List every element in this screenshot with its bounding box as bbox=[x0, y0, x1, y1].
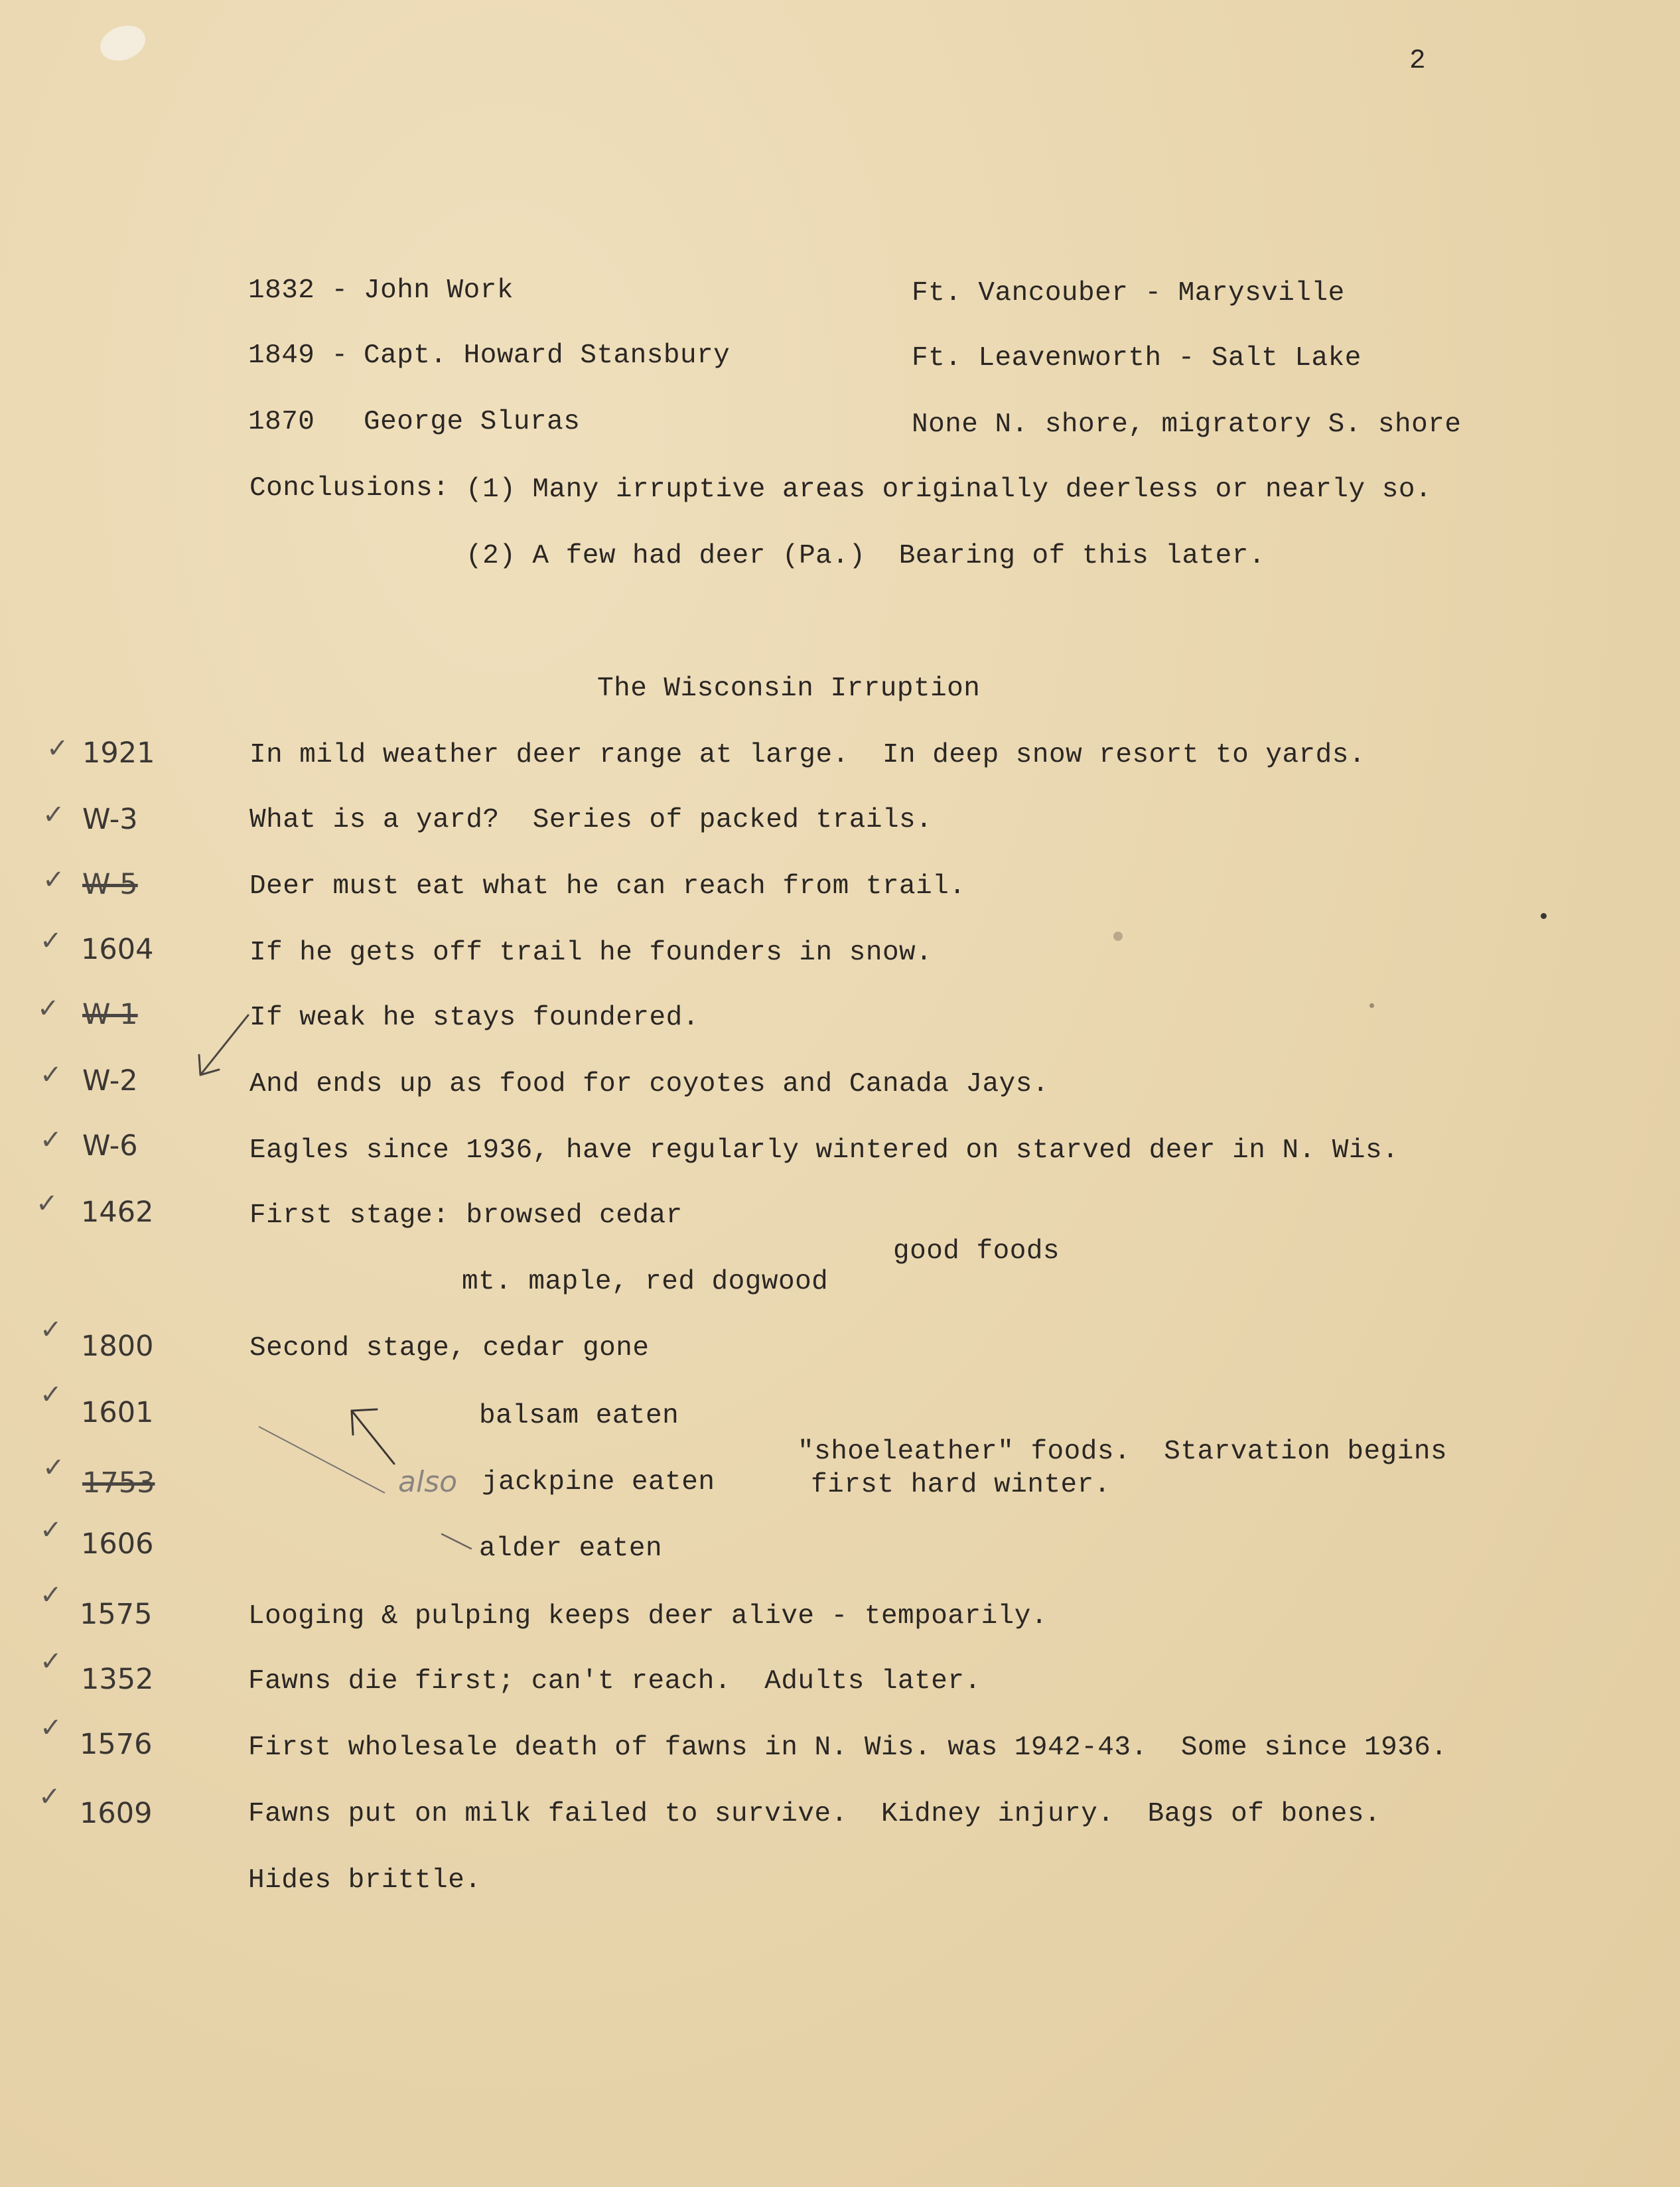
check-mark-icon: ✓ bbox=[40, 1379, 62, 1410]
margin-ref: 1604 bbox=[81, 933, 154, 966]
check-mark-icon: ✓ bbox=[46, 733, 69, 764]
check-mark-icon: ✓ bbox=[38, 1782, 61, 1812]
body-line: Fawns put on milk failed to survive. Kidney injury. Bags of bones. bbox=[248, 1799, 1381, 1829]
margin-ref: 1800 bbox=[81, 1330, 154, 1363]
check-mark-icon: ✓ bbox=[36, 1188, 58, 1219]
body-line: If he gets off trail he founders in snow. bbox=[249, 938, 933, 968]
margin-ref: 1601 bbox=[81, 1396, 154, 1429]
check-mark-icon: ✓ bbox=[42, 1452, 65, 1483]
section-title: The Wisconsin Irruption bbox=[597, 673, 981, 704]
check-mark-icon: ✓ bbox=[40, 1646, 62, 1677]
conclusion-2: (2) A few had deer (Pa.) Bearing of this later. bbox=[466, 541, 1265, 571]
check-mark-icon: ✓ bbox=[42, 865, 65, 895]
margin-ref: 1606 bbox=[81, 1527, 154, 1561]
margin-ref: 1609 bbox=[80, 1797, 153, 1830]
pencil-stroke-icon bbox=[252, 1420, 398, 1500]
body-line: Fawns die first; can't reach. Adults later. bbox=[248, 1666, 981, 1697]
check-mark-icon: ✓ bbox=[40, 926, 62, 956]
check-mark-icon: ✓ bbox=[42, 800, 65, 830]
explorer-route: Ft. Vancouber - Marysville bbox=[912, 278, 1345, 309]
margin-ref: W-2 bbox=[82, 1064, 138, 1097]
margin-ref: 1921 bbox=[82, 737, 155, 770]
explorer-name: John Work bbox=[364, 275, 514, 306]
margin-ref-struck: W-1 bbox=[82, 998, 138, 1031]
body-line: Eagles since 1936, have regularly wintered on starved deer in N. Wis. bbox=[249, 1135, 1399, 1166]
margin-ref: W-3 bbox=[82, 803, 138, 836]
pencil-arrow-icon bbox=[187, 1009, 267, 1088]
check-mark-icon: ✓ bbox=[40, 1713, 62, 1743]
page-number: 2 bbox=[1409, 46, 1427, 76]
explorer-name: George Sluras bbox=[364, 407, 581, 437]
browse-item: alder eaten bbox=[479, 1533, 663, 1564]
margin-ref: 1575 bbox=[80, 1598, 153, 1631]
body-line: Deer must eat what he can reach from trail. bbox=[249, 871, 966, 902]
paper-blemish bbox=[1369, 1003, 1374, 1008]
margin-ref: 1352 bbox=[81, 1663, 154, 1696]
body-line: What is a yard? Series of packed trails. bbox=[249, 805, 933, 835]
browse-item: balsam eaten bbox=[479, 1401, 679, 1431]
paper-blemish bbox=[1113, 932, 1123, 941]
paper-blemish bbox=[1541, 913, 1547, 919]
body-line: In mild weather deer range at large. In deep snow resort to yards. bbox=[249, 740, 1365, 770]
margin-ref: 1462 bbox=[81, 1196, 154, 1229]
shoeleather-note-line1: "shoeleather" foods. Starvation begins bbox=[798, 1437, 1448, 1467]
check-mark-icon: ✓ bbox=[40, 1125, 62, 1155]
browse-item: jackpine eaten bbox=[482, 1467, 715, 1498]
body-line: Hides brittle. bbox=[248, 1865, 482, 1896]
body-line: And ends up as food for coyotes and Canada Jays. bbox=[249, 1069, 1049, 1099]
explorer-route: Ft. Leavenworth - Salt Lake bbox=[912, 343, 1362, 374]
body-line: If weak he stays foundered. bbox=[249, 1003, 699, 1033]
check-mark-icon: ✓ bbox=[40, 1314, 62, 1345]
handwritten-also: also bbox=[398, 1465, 458, 1499]
good-foods-note: good foods bbox=[893, 1236, 1060, 1267]
body-line: First wholesale death of fawns in N. Wis. was 1942-43. Some since 1936. bbox=[248, 1732, 1448, 1763]
shoeleather-note-line2: first hard winter. bbox=[811, 1470, 1111, 1500]
explorer-name: Capt. Howard Stansbury bbox=[364, 340, 731, 371]
explorer-route: None N. shore, migratory S. shore bbox=[912, 409, 1462, 440]
check-mark-icon: ✓ bbox=[40, 1060, 62, 1090]
conclusion-1: (1) Many irruptive areas originally deerless or nearly so. bbox=[466, 474, 1433, 505]
paper-blemish bbox=[96, 20, 151, 67]
body-line: First stage: browsed cedar bbox=[249, 1200, 683, 1231]
margin-ref-struck: W-5 bbox=[82, 868, 138, 901]
margin-ref: 1576 bbox=[80, 1728, 153, 1761]
first-stage-foods: mt. maple, red dogwood bbox=[462, 1267, 829, 1297]
body-line: Looging & pulping keeps deer alive - tempoarily. bbox=[248, 1601, 1048, 1632]
conclusions-label: Conclusions: bbox=[249, 473, 450, 504]
explorer-year: 1832 - bbox=[248, 275, 348, 306]
check-mark-icon: ✓ bbox=[40, 1580, 62, 1610]
check-mark-icon: ✓ bbox=[37, 993, 60, 1024]
explorer-year: 1849 - bbox=[248, 340, 348, 371]
margin-ref: W-6 bbox=[82, 1129, 138, 1163]
check-mark-icon: ✓ bbox=[40, 1515, 62, 1545]
margin-ref-struck: 1753 bbox=[82, 1466, 155, 1500]
pencil-stroke-icon bbox=[438, 1530, 478, 1557]
body-line: Second stage, cedar gone bbox=[249, 1333, 650, 1364]
explorer-year: 1870 bbox=[248, 407, 315, 437]
